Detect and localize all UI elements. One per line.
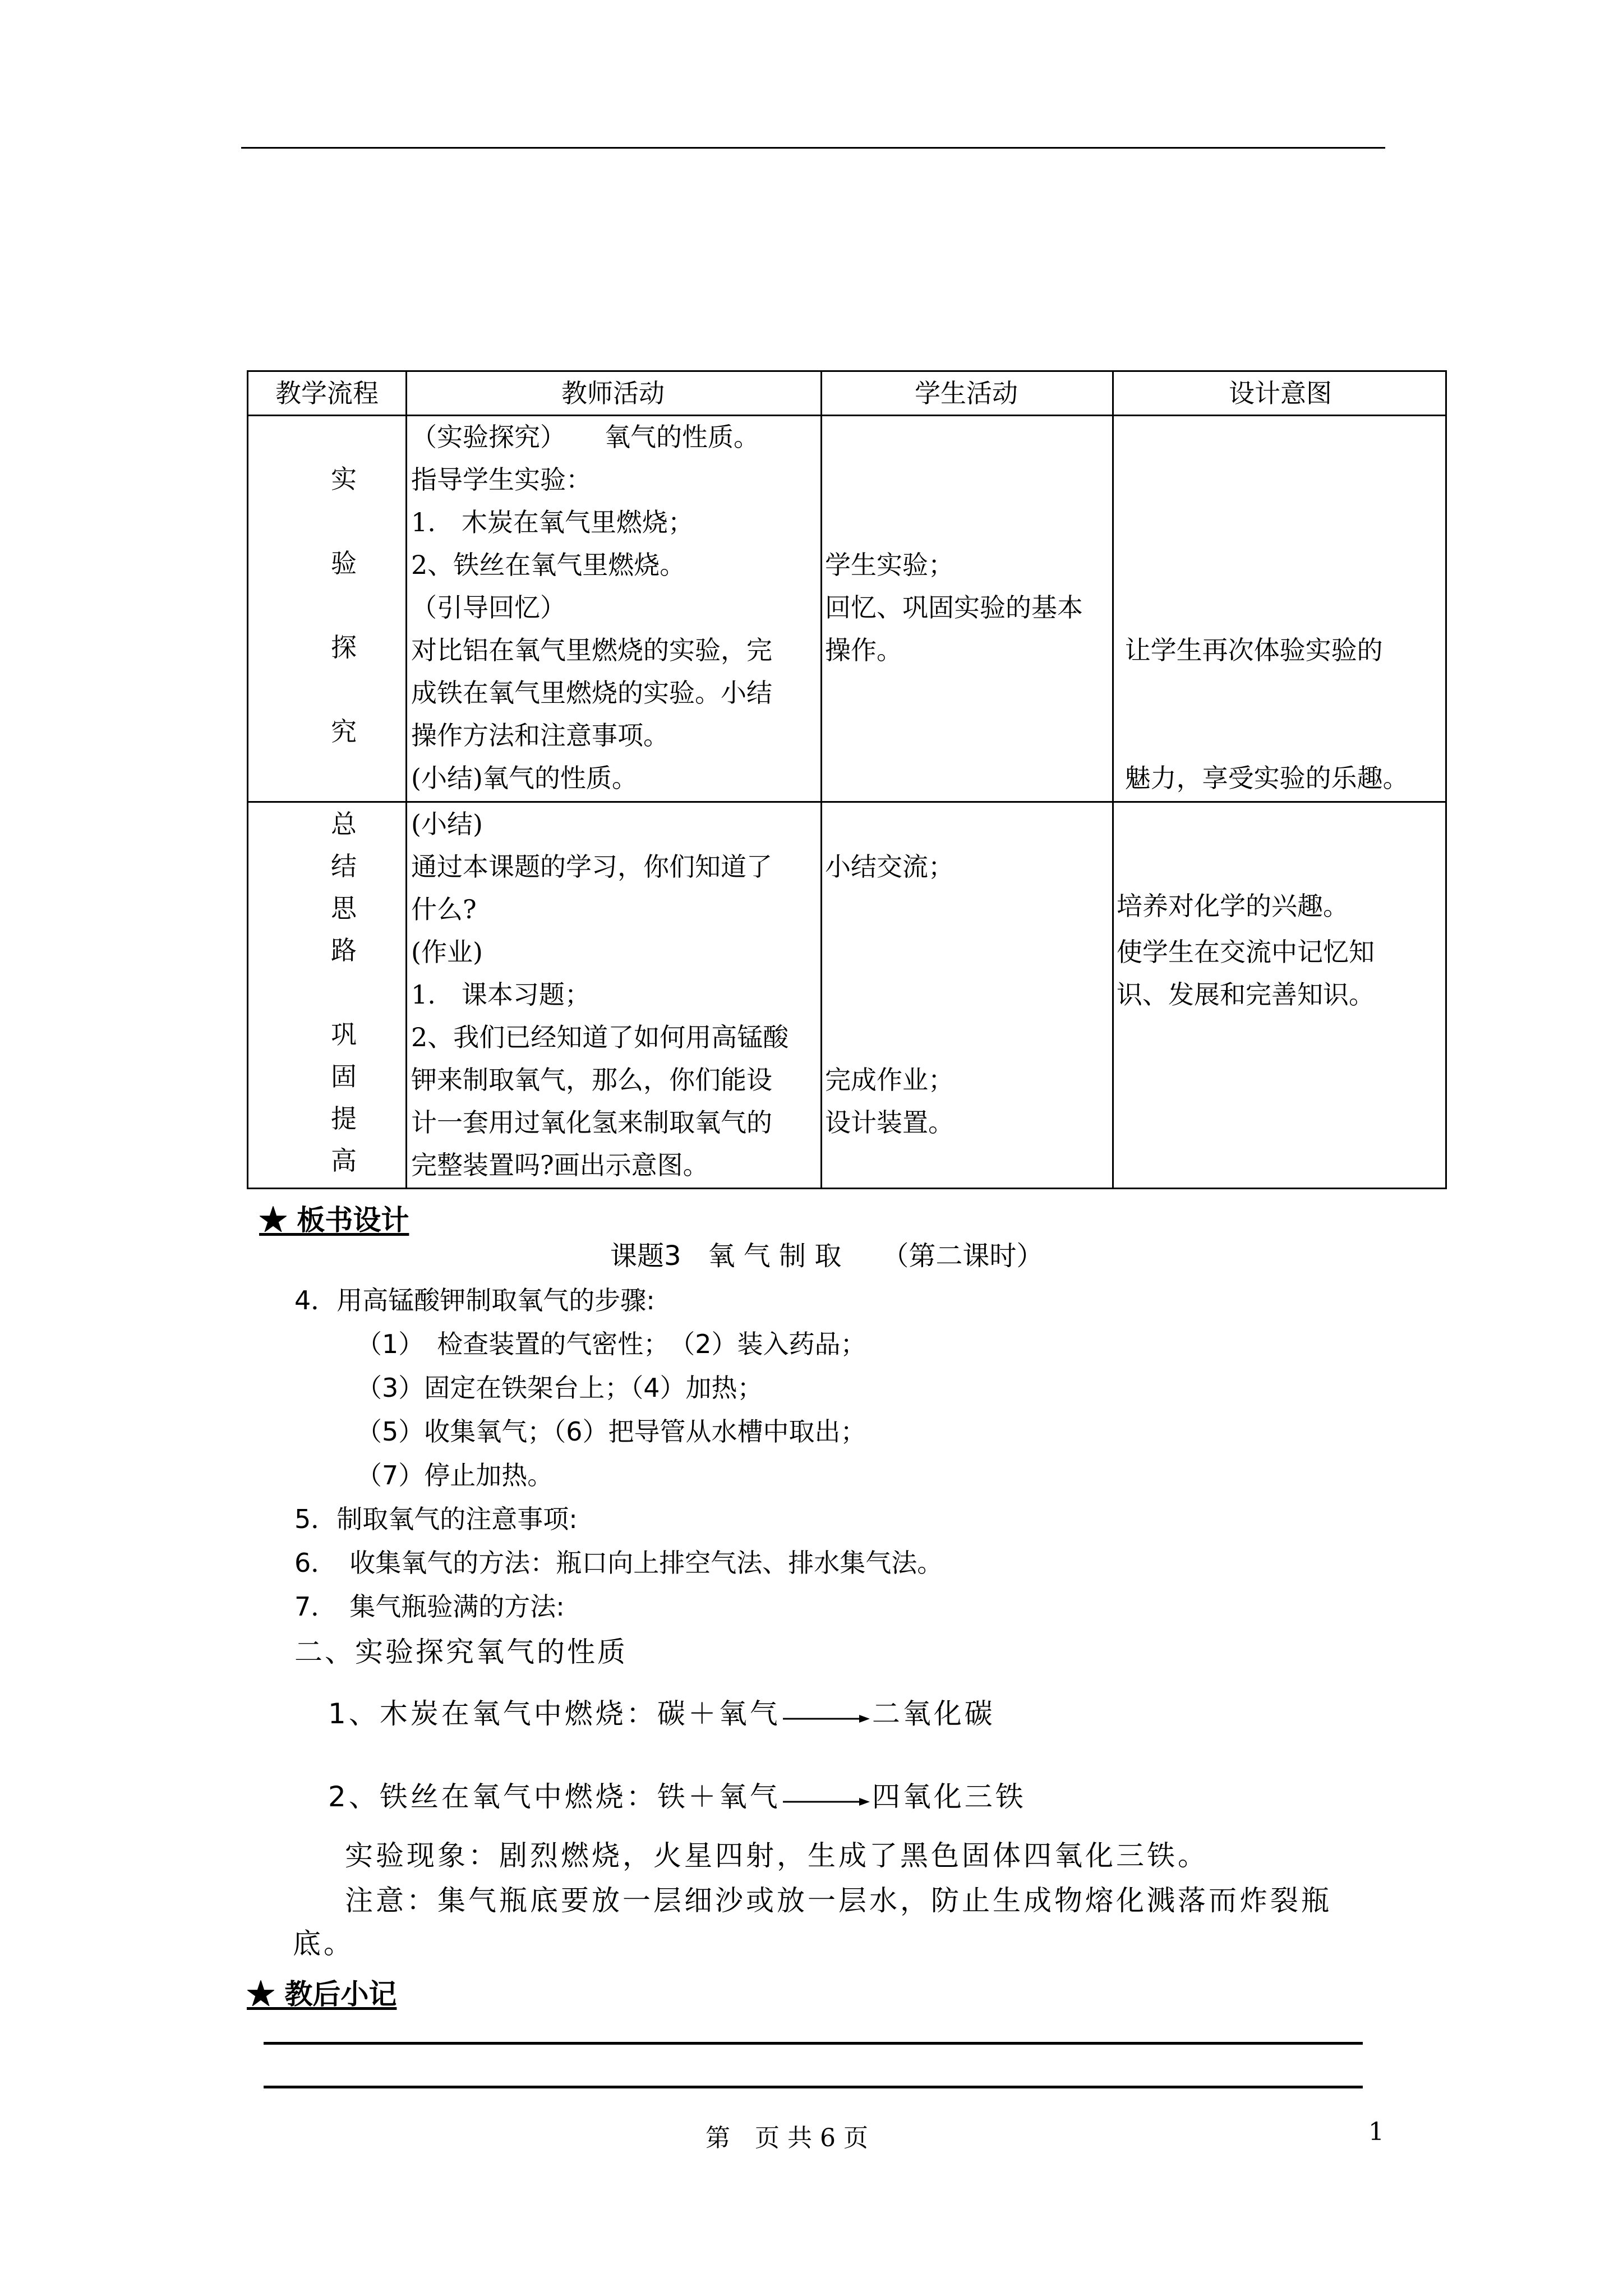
- board-design-heading: ★ 板书设计: [259, 1203, 409, 1236]
- header-rule: [241, 147, 1385, 149]
- teacher-activity-row1: （实验探究） 氧气的性质。 指导学生实验： 1. 木炭在氧气里燃烧； 2、铁丝在氧气里燃烧。 （引导回忆） 对比铝在氧气里燃烧的实验，完 成铁在氧气里燃烧的实验。小结 操作方法和注意事项。 (小结)氧气的性质。: [411, 422, 772, 793]
- reaction-arrow-icon: [783, 1700, 870, 1732]
- lesson-table: [247, 370, 1447, 1189]
- reaction-iron: [328, 1774, 1026, 1815]
- stage-char: 固: [331, 1061, 357, 1092]
- stage-char: 结: [331, 851, 357, 881]
- header-intent: 设计意图: [1229, 378, 1332, 408]
- board-line: 6． 收集氧气的方法：瓶口向上排空气法、排水集气法。: [294, 1548, 943, 1578]
- stage-char: 实: [331, 464, 357, 494]
- reaction-charcoal: [328, 1691, 995, 1732]
- reaction-label: 1、木炭在氧气中燃烧：: [328, 1697, 657, 1730]
- stage-char: 究: [331, 716, 357, 747]
- design-intent-row1: 让学生再次体验实验的 魅力，享受实验的乐趣。 培养对化学的兴趣。: [1117, 635, 1409, 921]
- student-activity-row2c: 设计装置。: [825, 1107, 954, 1138]
- stage-char: 验: [331, 548, 357, 578]
- note-line: 底。: [293, 1927, 354, 1960]
- reaction-product: 四氧化三铁: [872, 1780, 1026, 1813]
- board-line: （5）收集氧气；（6）把导管从水槽中取出；: [356, 1416, 866, 1447]
- note-writing-line: [264, 2086, 1363, 2088]
- board-line: （7）停止加热。: [356, 1460, 554, 1490]
- design-intent-row2: 使学生在交流中记忆知 识、发展和完善知识。: [1117, 937, 1375, 1010]
- header-student: 学生活动: [915, 378, 1018, 408]
- stage-char: 总: [331, 809, 357, 839]
- board-line: 7． 集气瓶验满的方法:: [294, 1591, 565, 1622]
- header-teacher: 教师活动: [561, 378, 665, 408]
- board-line: 5．制取氧气的注意事项:: [294, 1504, 578, 1534]
- stage-char: 探: [331, 632, 357, 662]
- board-line: （1） 检查装置的气密性； （2）装入药品；: [356, 1329, 866, 1359]
- board-title: 课题3 氧 气 制 取 （第二课时）: [610, 1240, 1044, 1272]
- note-writing-line: [264, 2042, 1363, 2045]
- reaction-reactants: 碳＋氧气: [657, 1697, 781, 1730]
- page-number: 1: [1368, 2118, 1384, 2146]
- student-activity-row2a: 小结交流；: [825, 852, 954, 882]
- stage-char: 路: [331, 935, 357, 965]
- teacher-activity-row2: (小结) 通过本课题的学习，你们知道了 什么? (作业) 1. 课本习题； 2、我们已经知道了如何用高锰酸 钾来制取氧气，那么，你们能设 计一套用过氧化氢来制取氧气的 完整装置吗?画出示意图。: [411, 809, 789, 1180]
- reaction-reactants: 铁＋氧气: [657, 1780, 781, 1813]
- header-flow: 教学流程: [275, 378, 379, 408]
- experiment-phenomenon: 实验现象：剧烈燃烧，火星四射，生成了黑色固体四氧化三铁。: [345, 1839, 1209, 1872]
- stage-char: 巩: [331, 1019, 357, 1050]
- afterclass-heading: ★ 教后小记: [247, 1977, 397, 2010]
- stage-char: 高: [331, 1145, 357, 1176]
- board-line: （3）固定在铁架台上；（4）加热；: [356, 1373, 763, 1403]
- board-line: 4．用高锰酸钾制取氧气的步骤:: [294, 1285, 655, 1315]
- student-activity-row1: 学生实验； 回忆、巩固实验的基本 操作。: [825, 550, 1083, 665]
- note-line: 注意：集气瓶底要放一层细沙或放一层水，防止生成物熔化溅落而炸裂瓶: [345, 1884, 1332, 1917]
- stage-char: 思: [331, 893, 357, 923]
- reaction-product: 二氧化碳: [872, 1697, 995, 1730]
- student-activity-row2b: 完成作业；: [825, 1065, 954, 1095]
- stage-char: 提: [331, 1103, 357, 1134]
- section-heading: 二、实验探究氧气的性质: [294, 1636, 628, 1668]
- reaction-label: 2、铁丝在氧气中燃烧：: [328, 1780, 657, 1813]
- page-footer-text: 第 页 共 6 页: [706, 2124, 868, 2152]
- reaction-arrow-icon: [783, 1783, 870, 1815]
